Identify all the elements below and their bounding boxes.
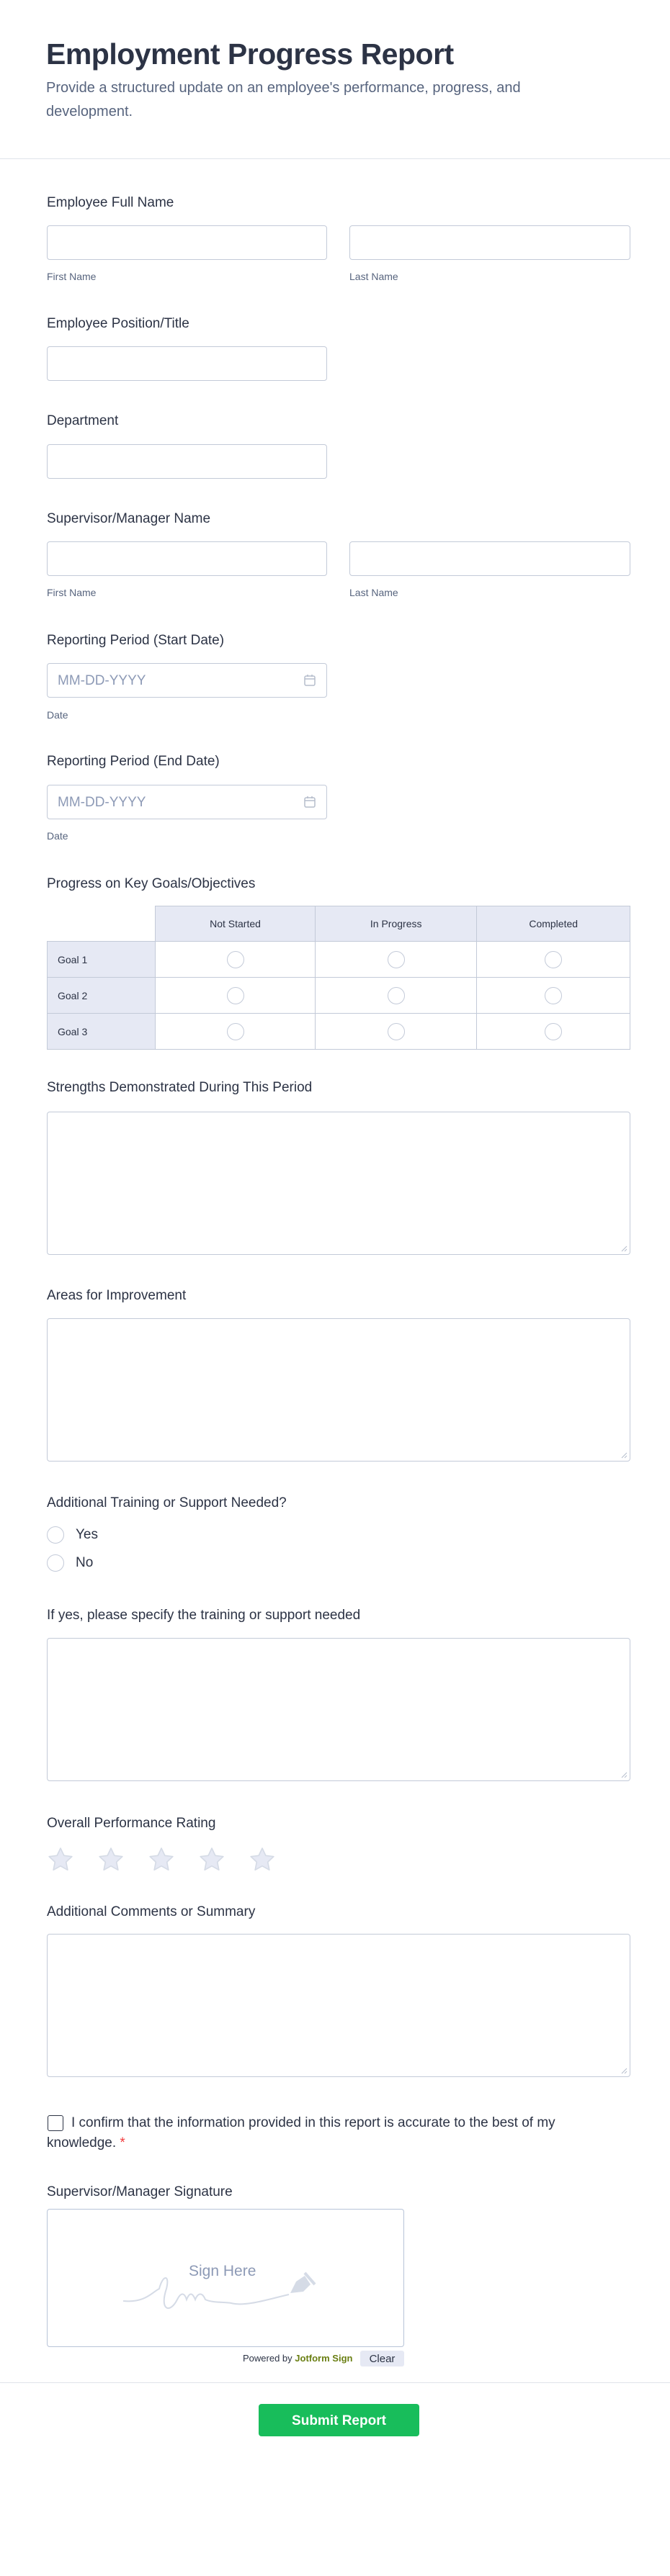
first-name-sublabel: First Name <box>47 587 97 598</box>
row-label: Goal 2 <box>48 978 156 1014</box>
comments-textarea[interactable] <box>47 1934 630 2077</box>
sign-here-placeholder: Sign Here <box>189 2263 256 2279</box>
supervisor-name-label: Supervisor/Manager Name <box>47 511 211 526</box>
signature-pen-icon <box>123 2260 325 2318</box>
row-label: Goal 1 <box>48 942 156 978</box>
date-sublabel: Date <box>47 709 68 721</box>
position-input[interactable] <box>47 346 327 381</box>
footer-divider <box>0 2382 670 2383</box>
goal-3-completed-radio[interactable] <box>545 1023 562 1040</box>
goal-3-not-started-radio[interactable] <box>227 1023 244 1040</box>
goal-2-completed-radio[interactable] <box>545 987 562 1004</box>
date-placeholder: MM-DD-YYYY <box>58 673 146 688</box>
rating-label: Overall Performance Rating <box>47 1816 216 1831</box>
end-date-label: Reporting Period (End Date) <box>47 754 220 769</box>
row-label: Goal 3 <box>48 1014 156 1050</box>
powered-by-text: Powered by <box>243 2353 292 2364</box>
column-header: Completed <box>477 906 630 942</box>
column-header: In Progress <box>316 906 477 942</box>
goal-2-not-started-radio[interactable] <box>227 987 244 1004</box>
improvement-label: Areas for Improvement <box>47 1288 187 1303</box>
date-sublabel: Date <box>47 830 68 842</box>
training-detail-textarea[interactable] <box>47 1638 630 1781</box>
strengths-textarea[interactable] <box>47 1112 630 1255</box>
submit-button[interactable]: Submit Report <box>259 2404 419 2436</box>
training-detail-label: If yes, please specify the training or support needed <box>47 1608 361 1623</box>
end-date-input[interactable] <box>47 785 327 819</box>
radio-no[interactable] <box>47 1554 64 1572</box>
employee-first-name-input[interactable] <box>47 225 327 260</box>
last-name-sublabel: Last Name <box>349 587 398 598</box>
powered-by <box>243 2353 352 2364</box>
strengths-label: Strengths Demonstrated During This Period <box>47 1080 313 1095</box>
required-mark: * <box>120 2135 125 2151</box>
resize-grip-icon[interactable] <box>620 1451 627 1459</box>
supervisor-last-name-input[interactable] <box>349 541 630 576</box>
table-row <box>48 942 630 978</box>
employee-name-label: Employee Full Name <box>47 195 174 210</box>
jotform-sign-brand: Jotform Sign <box>295 2353 353 2364</box>
star-icon-1[interactable] <box>46 1845 75 1874</box>
confirm-label: I confirm that the information provided in this report is accurate to the best of my knowledge. <box>47 2115 555 2151</box>
column-header: Not Started <box>156 906 316 942</box>
department-input[interactable] <box>47 444 327 479</box>
star-icon-5[interactable] <box>248 1845 277 1874</box>
training-option-yes[interactable] <box>47 1526 98 1544</box>
resize-grip-icon[interactable] <box>620 1245 627 1252</box>
resize-grip-icon[interactable] <box>620 2067 627 2074</box>
page-subtitle: Provide a structured update on an employee's performance, progress, and development. <box>46 80 521 120</box>
table-row <box>48 978 630 1014</box>
page-title: Employment Progress Report <box>46 37 454 71</box>
start-date-label: Reporting Period (Start Date) <box>47 633 225 648</box>
star-icon-4[interactable] <box>197 1845 226 1874</box>
goal-3-in-progress-radio[interactable] <box>388 1023 405 1040</box>
training-option-no[interactable] <box>47 1554 93 1572</box>
position-label: Employee Position/Title <box>47 316 189 331</box>
department-label: Department <box>47 413 119 428</box>
date-placeholder: MM-DD-YYYY <box>58 795 146 810</box>
signature-pad[interactable] <box>47 2209 404 2347</box>
supervisor-first-name-input[interactable] <box>47 541 327 576</box>
signature-label: Supervisor/Manager Signature <box>47 2184 233 2199</box>
star-icon-2[interactable] <box>97 1845 125 1874</box>
calendar-icon[interactable] <box>303 674 316 687</box>
goal-1-in-progress-radio[interactable] <box>388 951 405 968</box>
last-name-sublabel: Last Name <box>349 271 398 282</box>
improvement-textarea[interactable] <box>47 1318 630 1462</box>
resize-grip-icon[interactable] <box>620 1771 627 1778</box>
calendar-icon[interactable] <box>303 796 316 809</box>
table-row <box>48 1014 630 1050</box>
matrix-corner <box>48 906 156 942</box>
start-date-input[interactable] <box>47 663 327 698</box>
comments-label: Additional Comments or Summary <box>47 1904 256 1919</box>
goal-1-completed-radio[interactable] <box>545 951 562 968</box>
star-icon-3[interactable] <box>147 1845 176 1874</box>
employee-last-name-input[interactable] <box>349 225 630 260</box>
goals-matrix <box>47 906 630 1050</box>
clear-signature-button[interactable]: Clear <box>360 2351 404 2366</box>
option-label: Yes <box>76 1527 98 1542</box>
confirm-checkbox[interactable] <box>48 2115 63 2131</box>
option-label: No <box>76 1555 94 1570</box>
header-divider <box>0 158 670 159</box>
training-label: Additional Training or Support Needed? <box>47 1495 287 1510</box>
goals-label: Progress on Key Goals/Objectives <box>47 876 256 891</box>
confirm-text <box>47 2113 566 2153</box>
goal-2-in-progress-radio[interactable] <box>388 987 405 1004</box>
first-name-sublabel: First Name <box>47 271 97 282</box>
radio-yes[interactable] <box>47 1526 64 1544</box>
goal-1-not-started-radio[interactable] <box>227 951 244 968</box>
